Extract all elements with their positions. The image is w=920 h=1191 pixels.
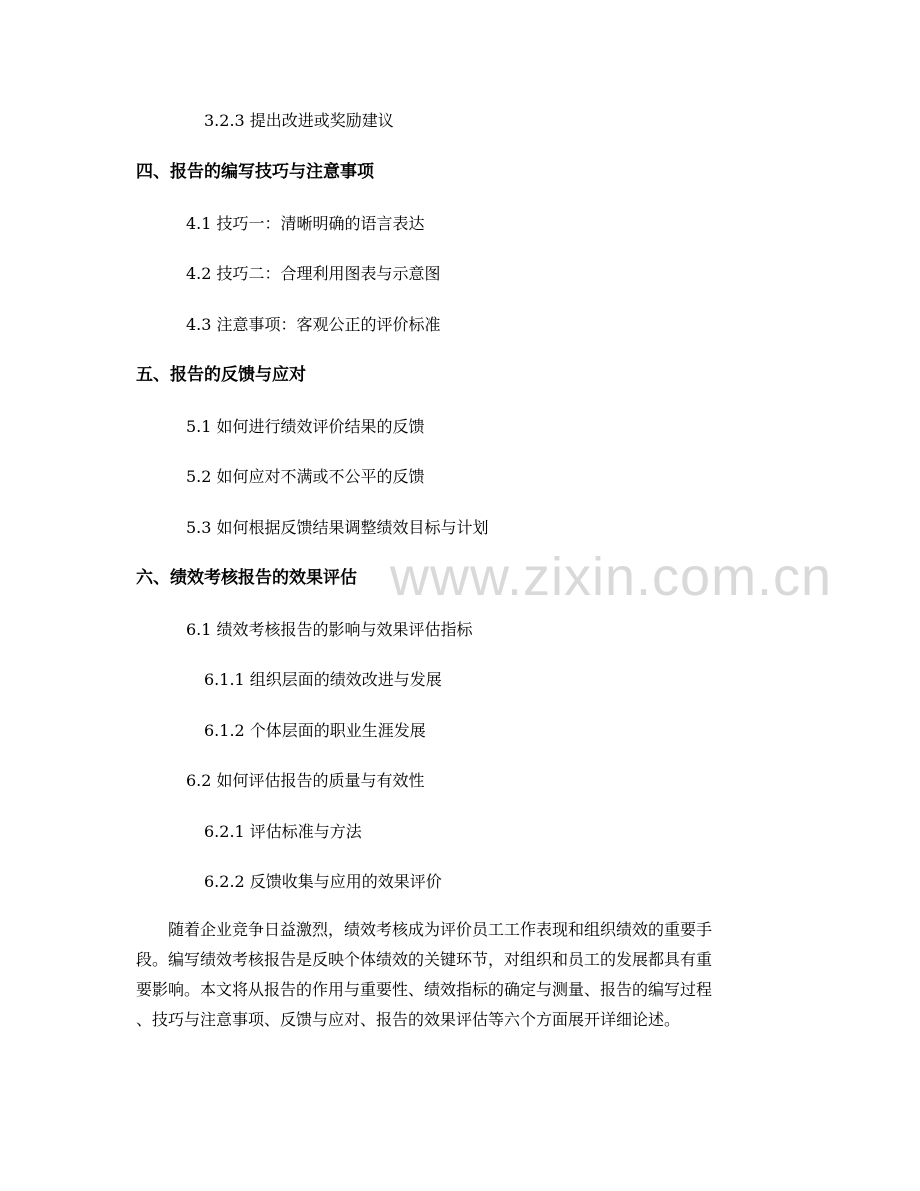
- outline-item-6-2: 6.2 如何评估报告的质量与有效性: [186, 771, 425, 790]
- intro-line: 要影响。本文将从报告的作用与重要性、绩效指标的确定与测量、报告的编写过程: [136, 980, 713, 999]
- section-heading-6: 六、绩效考核报告的效果评估: [136, 568, 357, 588]
- outline-item-6-1-1: 6.1.1 组织层面的绩效改进与发展: [204, 670, 442, 689]
- section-heading-4: 四、报告的编写技巧与注意事项: [136, 162, 374, 182]
- outline-item-4-3: 4.3 注意事项：客观公正的评价标准: [186, 315, 441, 334]
- intro-line: 随着企业竞争日益激烈，绩效考核成为评价员工工作表现和组织绩效的重要手: [136, 920, 713, 939]
- outline-item-6-1-2: 6.1.2 个体层面的职业生涯发展: [204, 721, 426, 740]
- outline-item-4-1: 4.1 技巧一：清晰明确的语言表达: [186, 214, 425, 233]
- outline-item-6-2-2: 6.2.2 反馈收集与应用的效果评价: [204, 872, 442, 891]
- watermark: www.zixin.com.cn: [390, 547, 833, 607]
- intro-line: 段。编写绩效考核报告是反映个体绩效的关键环节，对组织和员工的发展都具有重: [136, 950, 713, 969]
- outline-item-5-3: 5.3 如何根据反馈结果调整绩效目标与计划: [186, 518, 489, 537]
- intro-paragraph: [136, 915, 786, 1035]
- outline-item-6-2-1: 6.2.1 评估标准与方法: [204, 822, 362, 841]
- outline-item-4-2: 4.2 技巧二：合理利用图表与示意图: [186, 264, 441, 283]
- outline-item-3-2-3: 3.2.3 提出改进或奖励建议: [204, 111, 394, 130]
- outline-item-5-2: 5.2 如何应对不满或不公平的反馈: [186, 467, 425, 486]
- outline-item-6-1: 6.1 绩效考核报告的影响与效果评估指标: [186, 620, 473, 639]
- intro-line: 、技巧与注意事项、反馈与应对、报告的效果评估等六个方面展开详细论述。: [136, 1010, 681, 1029]
- outline-item-5-1: 5.1 如何进行绩效评价结果的反馈: [186, 417, 425, 436]
- section-heading-5: 五、报告的反馈与应对: [136, 365, 306, 385]
